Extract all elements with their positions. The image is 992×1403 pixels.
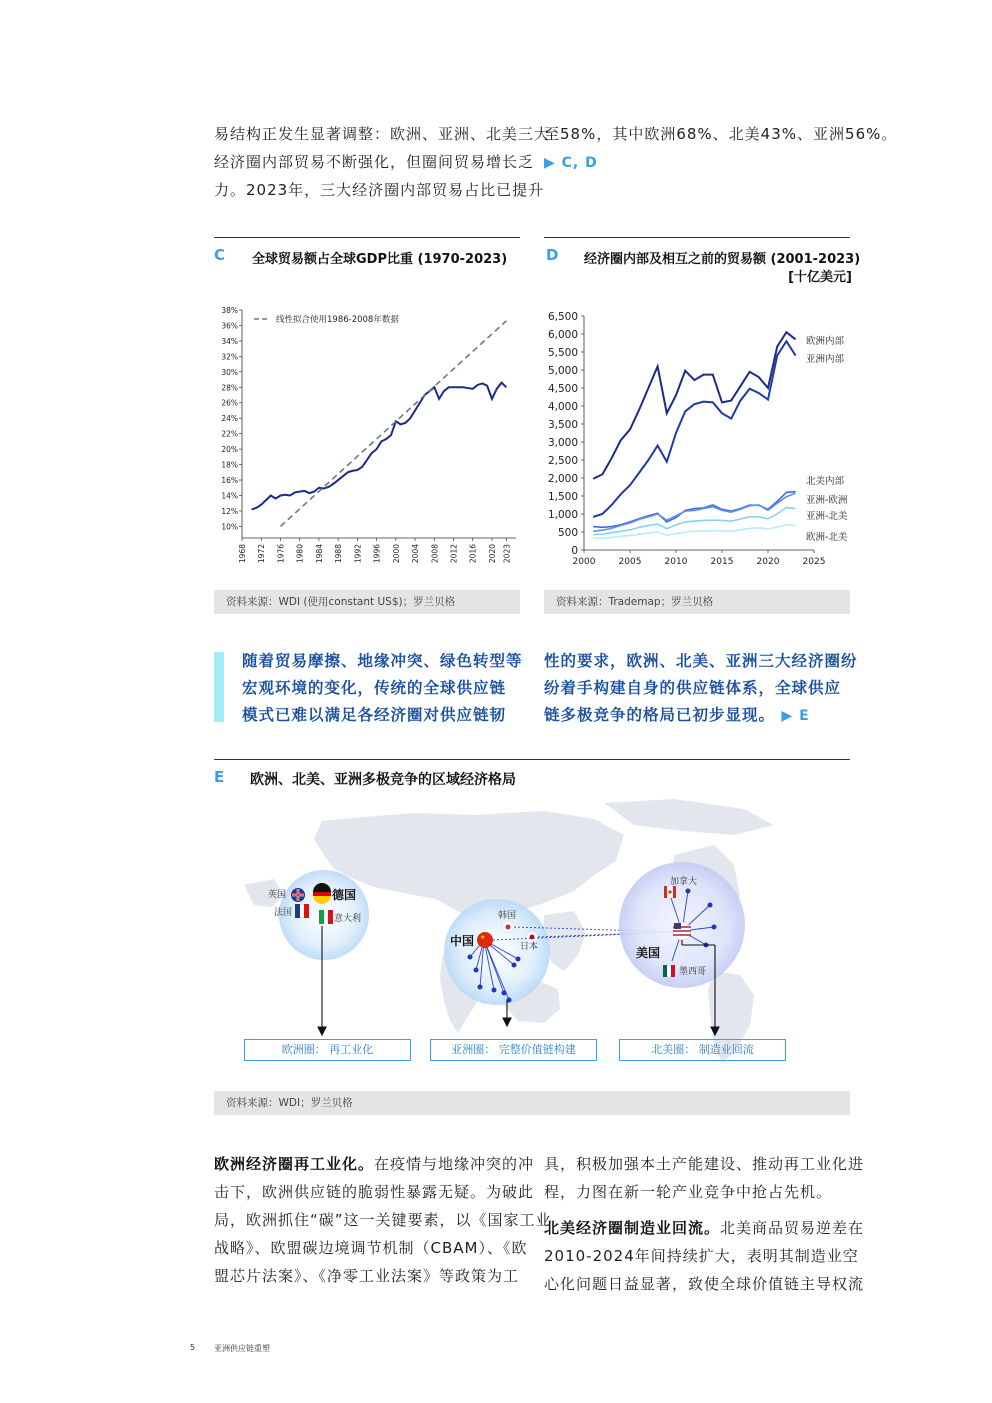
intro-left-line: 经济圈内部贸易不断强化，但圈间贸易增长乏 <box>214 153 535 171</box>
chart-d <box>540 300 852 580</box>
label-usa: 美国 <box>636 946 661 960</box>
figure-d-letter: D <box>546 246 559 264</box>
chart-c-axes <box>221 306 516 563</box>
chart-d-series-label: 亚洲-欧洲 <box>806 495 848 506</box>
chart-c-y-tick-label: 36% <box>221 321 238 331</box>
europe-box: 欧洲圈： 再工业化 <box>244 1039 411 1061</box>
chart-d-series-label: 欧洲-北美 <box>806 532 848 543</box>
bottom-right-line: 具，积极加强本土产能建设、推动再工业化进 <box>544 1155 865 1173</box>
chart-c-y-tick-label: 10% <box>221 522 238 532</box>
chart-d-y-tick-label: 3,000 <box>547 437 578 449</box>
chart-d-y-tick-label: 5,000 <box>547 365 578 377</box>
figure-c-title: 全球贸易额占全球GDP比重 (1970-2023) <box>252 252 508 267</box>
north-america-box: 北美圈： 制造业回流 <box>619 1039 786 1061</box>
chart-c-legend-label: 线性拟合使用1986-2008年数据 <box>276 315 399 325</box>
flag-uk-icon <box>291 888 305 902</box>
highlight-line: 链多极竞争的格局已初步显现。 <box>544 706 776 724</box>
chart-c-y-tick-label: 34% <box>221 336 238 346</box>
chart-c-y-tick-label: 22% <box>221 429 238 439</box>
chart-c-x-tick-label: 1988 <box>334 544 344 564</box>
chart-c-y-tick-label: 12% <box>221 506 238 516</box>
chart-c-y-tick-label: 14% <box>221 491 238 501</box>
intro-right-line: 至58%，其中欧洲68%、北美43%、亚洲56%。 <box>544 125 898 143</box>
highlight-left <box>242 648 523 729</box>
figure-reference-cd[interactable]: ▶ C, D <box>544 155 598 171</box>
north-america-heading: 北美经济圈制造业回流。 <box>544 1219 721 1237</box>
asia-box: 亚洲圈： 完整价值链构建 <box>430 1039 597 1061</box>
figure-d-source: 资料来源：Trademap；罗兰贝格 <box>544 590 850 614</box>
chart-d-x-tick-label: 2020 <box>756 557 780 567</box>
chart-d-y-tick-label: 1,500 <box>547 491 578 503</box>
chart-d-x-tick-label: 2015 <box>710 557 734 567</box>
page-number: 5 <box>190 1343 196 1352</box>
chart-c-y-tick-label: 32% <box>221 352 238 362</box>
chart-c-x-tick-label: 1984 <box>314 544 324 564</box>
label-korea: 韩国 <box>498 911 517 921</box>
chart-d-y-tick-label: 0 <box>571 545 578 557</box>
chart-d-x-tick-label: 2010 <box>664 557 688 567</box>
chart-d-x-tick-label: 2000 <box>572 557 596 567</box>
flag-korea-icon <box>502 921 514 933</box>
chart-d-series-label: 亚洲-北美 <box>806 511 848 522</box>
label-france: 法国 <box>274 908 293 918</box>
label-canada: 加拿大 <box>670 877 698 887</box>
chart-d-y-tick-label: 6,500 <box>547 311 578 323</box>
bottom-left-line: 战略》、欧盟碳边境调节机制（CBAM）、《欧 <box>214 1239 528 1257</box>
chart-c-series-line <box>252 383 507 510</box>
chart-d-x-tick-label: 2025 <box>802 557 826 567</box>
flag-mexico-icon <box>663 965 675 977</box>
bottom-left <box>214 1150 552 1290</box>
intro-left-line: 易结构正发生显著调整：欧洲、亚洲、北美三大 <box>214 125 551 143</box>
figure-d-title: 经济圈内部及相互之前的贸易额 (2001-2023) <box>584 252 861 267</box>
chart-d-y-tick-label: 2,500 <box>547 455 578 467</box>
chart-d-y-tick-label: 500 <box>557 527 578 539</box>
chart-d-series-line <box>593 341 795 517</box>
chart-d-marks <box>593 332 848 543</box>
highlight-line: 宏观环境的变化，传统的全球供应链 <box>242 679 507 697</box>
chart-c-x-tick-label: 2020 <box>487 544 497 564</box>
svg-text:★: ★ <box>480 934 486 941</box>
label-germany: 德国 <box>332 888 357 902</box>
chart-c-x-tick-label: 2016 <box>468 544 478 564</box>
figure-c-source: 资料来源：WDI (使用constant US$)；罗兰贝格 <box>214 590 520 614</box>
chart-d-series-label: 亚洲内部 <box>806 354 845 365</box>
highlight-right <box>544 648 858 730</box>
chart-c-x-tick-label: 2012 <box>449 544 459 564</box>
highlight-line: 随着贸易摩擦、地缘冲突、绿色转型等 <box>242 652 523 670</box>
chart-d-y-tick-label: 4,000 <box>547 401 578 413</box>
europe-heading: 欧洲经济圈再工业化。 <box>214 1155 375 1173</box>
asia-circle <box>444 899 550 1005</box>
chart-d-y-tick-label: 1,000 <box>547 509 578 521</box>
label-italy: 意大利 <box>334 914 362 924</box>
chart-d-x-tick-label: 2005 <box>618 557 642 567</box>
highlight-bar <box>214 652 224 722</box>
intro-left <box>214 120 550 204</box>
chart-c-y-tick-label: 16% <box>221 476 238 486</box>
figure-e-letter: E <box>214 768 225 786</box>
chart-c-marks <box>252 321 507 527</box>
highlight-line: 模式已难以满足各经济圈对供应链韧 <box>242 706 507 724</box>
chart-d-y-tick-label: 6,000 <box>547 329 578 341</box>
chart-d-y-tick-label: 4,500 <box>547 383 578 395</box>
chart-d-y-tick-label: 3,500 <box>547 419 578 431</box>
chart-c-y-tick-label: 20% <box>221 445 238 455</box>
intro-right <box>544 120 897 177</box>
bottom-right-line: 2010-2024年间持续扩大，表明其制造业空 <box>544 1247 859 1265</box>
figure-e-title: 欧洲、北美、亚洲多极竞争的区域经济格局 <box>250 772 516 788</box>
chart-c-x-tick-label: 1972 <box>257 544 267 564</box>
label-japan: 日本 <box>520 942 539 952</box>
flag-usa-icon <box>673 922 691 940</box>
divider-d <box>544 237 850 238</box>
footer-title: 亚洲供应链重塑 <box>214 1344 270 1353</box>
figure-d-unit: [十亿美元] <box>788 270 852 285</box>
bottom-left-line: 在疫情与地缘冲突的冲 <box>374 1155 535 1173</box>
intro-left-line: 力。2023年，三大经济圈内部贸易占比已提升 <box>214 181 545 199</box>
chart-c-x-tick-label: 1976 <box>276 544 286 564</box>
bottom-left-line: 盟芯片法案》、《净零工业法案》等政策为工 <box>214 1267 520 1285</box>
flag-china-icon <box>477 932 493 948</box>
chart-c-x-tick-label: 2000 <box>391 544 401 564</box>
chart-c-y-tick-label: 28% <box>221 383 238 393</box>
divider-c <box>214 237 520 238</box>
label-china: 中国 <box>450 934 475 948</box>
chart-d-series-label: 北美内部 <box>806 476 845 487</box>
figure-c-letter: C <box>214 246 226 264</box>
chart-d-y-tick-label: 5,500 <box>547 347 578 359</box>
figure-reference-e[interactable]: ▶ E <box>781 708 810 724</box>
chart-c-y-tick-label: 18% <box>221 460 238 470</box>
chart-c-trend-line <box>280 321 506 527</box>
divider-e <box>214 759 850 760</box>
bottom-right-line: 心化问题日益显著，致使全球价值链主导权流 <box>544 1275 865 1293</box>
chart-c-x-tick-label: 1980 <box>295 544 305 564</box>
chart-c-x-tick-label: 2004 <box>411 544 421 564</box>
bottom-right-line: 北美商品贸易逆差在 <box>720 1219 865 1237</box>
flag-italy-icon <box>319 910 333 924</box>
bottom-right-line: 程，力图在新一轮产业竞争中抢占先机。 <box>544 1183 833 1201</box>
flag-germany-icon <box>313 883 331 904</box>
flag-canada-icon <box>664 886 676 898</box>
chart-d-series-label: 欧洲内部 <box>806 336 845 347</box>
chart-c-x-tick-label: 1968 <box>238 544 247 564</box>
bottom-left-line: 局，欧洲抓住“碳”这一关键要素，以《国家工业 <box>214 1211 552 1229</box>
chart-c-y-tick-label: 38% <box>221 306 238 315</box>
highlight-line: 纷着手构建自身的供应链体系，全球供应 <box>544 679 842 697</box>
chart-c-x-tick-label: 2008 <box>430 544 440 564</box>
chart-d-series-line <box>593 508 795 535</box>
chart-d-series-line <box>593 493 795 531</box>
flag-france-icon <box>295 904 309 918</box>
label-mexico: 墨西哥 <box>679 967 707 977</box>
chart-c-y-tick-label: 26% <box>221 398 238 408</box>
chart-c-y-tick-label: 24% <box>221 414 238 424</box>
chart-d-axes <box>548 311 826 567</box>
chart-c-x-tick-label: 1996 <box>372 544 382 564</box>
chart-d-y-tick-label: 2,000 <box>547 473 578 485</box>
chart-c-y-tick-label: 30% <box>221 367 238 377</box>
chart-c-x-tick-label: 2023 <box>502 544 512 564</box>
chart-c <box>214 300 520 580</box>
bottom-right <box>544 1150 864 1298</box>
bottom-left-line: 击下，欧洲供应链的脆弱性暴露无疑。为破此 <box>214 1183 535 1201</box>
figure-e-source: 资料来源：WDI；罗兰贝格 <box>214 1091 850 1115</box>
chart-c-x-tick-label: 1992 <box>353 544 363 564</box>
highlight-line: 性的要求，欧洲、北美、亚洲三大经济圈纷 <box>544 652 858 670</box>
label-uk: 英国 <box>268 890 287 900</box>
